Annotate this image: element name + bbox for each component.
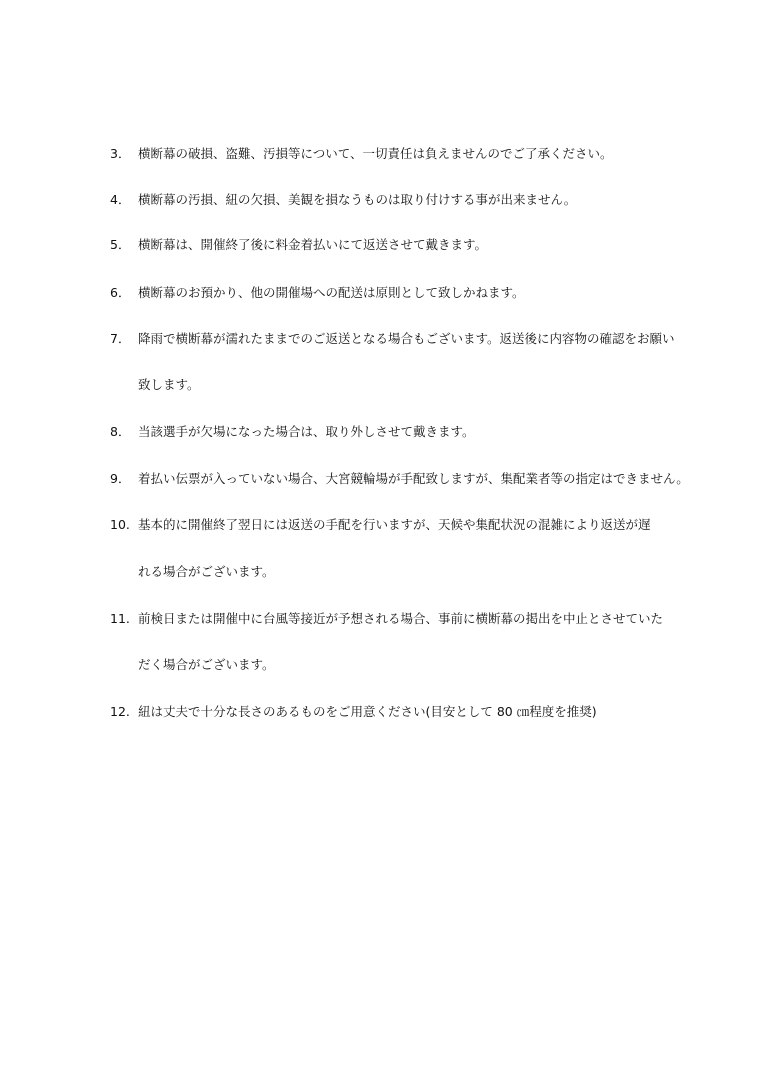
- list-item: [110, 516, 710, 534]
- list-item: [110, 470, 710, 488]
- item-number: 3．: [110, 146, 131, 161]
- item-text: 降雨で横断幕が濡れたままでのご返送となる場合もございます。返送後に内容物の確認をお願い: [138, 331, 675, 346]
- item-text: 前検日または開催中に台風等接近が予想される場合、事前に横断幕の掲出を中止とさせていた: [138, 611, 664, 626]
- item-text: 横断幕の破損、盗難、汚損等について、一切責任は負えませんのでご了承ください。: [138, 146, 613, 161]
- list-item: [110, 191, 710, 209]
- item-number: 4．: [110, 192, 131, 207]
- item-number: 10.: [110, 517, 130, 532]
- item-text: 基本的に開催終了翌日には返送の手配を行いますが、天候や集配状況の混雑により返送が遅: [138, 517, 651, 532]
- item-number: 5．: [110, 237, 131, 252]
- list-item-continuation: 致します。: [138, 377, 200, 392]
- list-item: [110, 703, 710, 721]
- item-number: 9．: [110, 471, 131, 486]
- list-item: [110, 236, 710, 254]
- list-item: [110, 330, 710, 348]
- item-text: 着払い伝票が入っていない場合、大宮競輪場が手配致しますが、集配業者等の指定はできません。: [138, 471, 689, 486]
- item-number: 11.: [110, 611, 130, 626]
- list-item: [110, 145, 710, 163]
- item-number: 6．: [110, 285, 131, 300]
- item-text: 紐は丈夫で十分な長さのあるものをご用意ください(目安として 80 ㎝程度を推奨): [138, 704, 597, 719]
- item-text: 当該選手が欠場になった場合は、取り外しさせて戴きます。: [138, 424, 475, 439]
- item-text: 横断幕のお預かり、他の開催場への配送は原則として致しかねます。: [138, 285, 525, 300]
- list-item-continuation: だく場合がございます。: [138, 657, 275, 672]
- list-item-continuation: れる場合がございます。: [138, 564, 275, 579]
- item-number: 12.: [110, 704, 130, 719]
- item-text: 横断幕は、開催終了後に料金着払いにて返送させて戴きます。: [138, 237, 488, 252]
- item-text: 横断幕の汚損、紐の欠損、美観を損なうものは取り付けする事が出来ません。: [138, 192, 577, 207]
- item-number: 8．: [110, 424, 131, 439]
- list-item: [110, 284, 710, 302]
- list-item: [110, 610, 710, 628]
- item-number: 7．: [110, 331, 131, 346]
- list-item: [110, 423, 710, 441]
